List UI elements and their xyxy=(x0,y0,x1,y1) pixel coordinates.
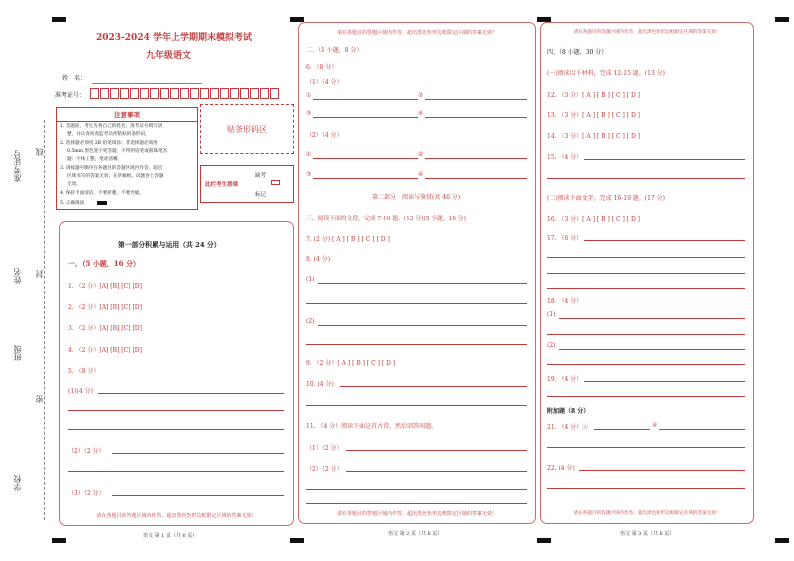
q15: 15. （4 分） xyxy=(547,154,583,161)
answer-line[interactable] xyxy=(346,471,527,472)
answer-line[interactable] xyxy=(594,429,650,430)
warning-text: 请在各题目的答题区域内作答，超出黑色矩形边框限定区域的答案无效！ xyxy=(573,511,721,516)
extra-title: 附加题（8 分） xyxy=(547,408,590,415)
answer-line[interactable] xyxy=(346,450,527,451)
q21-blank-4: ④ xyxy=(652,422,658,429)
answer-line[interactable] xyxy=(340,386,527,387)
answer-line[interactable] xyxy=(306,489,527,490)
q18-1: (1) xyxy=(547,311,556,318)
section4-title: 四、（8 小题，30 分） xyxy=(547,49,608,56)
timing-mark xyxy=(775,17,789,22)
side-class: 班级 xyxy=(13,345,22,361)
q13[interactable]: 13. （3 分）[ A ] [ B ] [ C ] [ D ] xyxy=(547,112,641,119)
notes-item: 1. 答题前，考生先将自己的姓名，准考证号填写清 xyxy=(60,124,163,129)
page-number-2: 语文 第 2 页（共 6 页） xyxy=(388,531,443,537)
notes-item: 5. 正确填涂 xyxy=(60,201,85,206)
notes-item: 3. 请按题号顺序在各题目的答题区域内作答，超出 xyxy=(60,166,163,171)
q6-2: （2）（4 分） xyxy=(306,132,343,139)
answer-line[interactable] xyxy=(112,495,284,496)
q8: 8. (4 分) xyxy=(306,256,331,263)
timing-mark xyxy=(52,17,66,22)
answer-line[interactable] xyxy=(425,99,527,100)
blank-2: ② xyxy=(418,151,424,158)
notes-item: 0.5mm 黑色签字笔答题，不得用铅笔或圆珠笔答 xyxy=(67,149,168,154)
answer-line[interactable] xyxy=(547,488,745,489)
q6: 6. （8 分） xyxy=(306,64,338,71)
answer-line[interactable] xyxy=(425,117,527,118)
warning-text: 请在各题目的答题区域内作答，超出黑色矩形边框限定区域的答案无效！ xyxy=(336,30,497,36)
blank-4: ④ xyxy=(418,110,424,117)
answer-line[interactable] xyxy=(306,303,527,304)
page-number-3: 语文 第 3 页（共 6 页） xyxy=(620,531,675,537)
answer-line[interactable] xyxy=(318,283,527,284)
part1-title: 第一部分积累与运用（共 24 分） xyxy=(118,241,221,249)
blank-1: ① xyxy=(306,151,312,158)
answer-line[interactable] xyxy=(318,325,527,326)
answer-line[interactable] xyxy=(547,334,745,335)
notes-item: 2. 选择题必须用 2B 铅笔填涂；非选择题必须用 xyxy=(60,141,158,146)
answer-line[interactable] xyxy=(313,117,418,118)
notes-box xyxy=(56,107,198,210)
answer-line[interactable] xyxy=(68,471,284,472)
absent-box xyxy=(200,165,294,203)
answer-line[interactable] xyxy=(547,288,745,289)
id-boxes[interactable] xyxy=(90,88,290,100)
answer-line[interactable] xyxy=(68,429,284,430)
q1[interactable]: 1. （2 分）[A] [B] [C] [D] xyxy=(68,283,142,290)
answer-line[interactable] xyxy=(547,364,745,365)
answer-line[interactable] xyxy=(425,178,527,179)
sub2-title: (二)阅读下面文字，完成 16-19 题。(17 分) xyxy=(547,195,666,202)
q5: 5. （8 分） xyxy=(68,368,100,375)
q4[interactable]: 4. （2 分）[A] [B] [C] [D] xyxy=(68,347,142,354)
absent-checkbox[interactable] xyxy=(271,180,280,185)
answer-line[interactable] xyxy=(306,405,527,406)
blank-2: ② xyxy=(418,92,424,99)
blank-4: ④ xyxy=(418,171,424,178)
timing-mark xyxy=(52,538,66,543)
answer-line[interactable] xyxy=(98,393,284,394)
q10: 10. (4 分) xyxy=(306,381,334,388)
exam-subtitle: 九年级语文 xyxy=(146,51,192,61)
warning-text: 请在各题目的答题区域内作答，超出黑色矩形边框限定区域的答案无效！ xyxy=(573,30,721,35)
barcode-area xyxy=(200,104,294,154)
q8-1: (1) xyxy=(306,276,315,283)
id-label: 准考证号： xyxy=(55,92,86,99)
exam-title: 2023-2024 学年上学期期末模拟考试 xyxy=(96,33,252,43)
binding-line xyxy=(44,120,45,520)
q3[interactable]: 3. （2 分）[A] [B] [C] [D] xyxy=(68,325,142,332)
notes-item: 无效。 xyxy=(67,182,81,187)
answer-line[interactable] xyxy=(313,178,418,179)
q8-2: (2) xyxy=(306,318,315,325)
q14[interactable]: 14. （3 分）[ A ] [ B ] [ C ] [ D ] xyxy=(547,133,641,140)
answer-line[interactable] xyxy=(112,453,284,454)
barcode-label: 贴条形码区 xyxy=(227,125,267,134)
notes-item: 4. 保持卡面清洁，不要折叠、不要弄破。 xyxy=(60,191,144,196)
part2-title: 第二部分 阅读与鉴赏(共 46 分) xyxy=(372,194,461,201)
side-line: 线 xyxy=(35,148,44,156)
q5-1: (1)(4 分) xyxy=(68,388,93,395)
q5-2: （2）（2 分） xyxy=(68,448,105,455)
q19: 19. （4 分） xyxy=(547,376,583,383)
side-secret: 密 xyxy=(35,395,44,403)
q22: 22. (4 分) xyxy=(547,465,575,472)
answer-line[interactable] xyxy=(313,158,418,159)
answer-line[interactable] xyxy=(547,178,745,179)
timing-mark xyxy=(775,538,789,543)
section1-title: 一、（5 小题，16 分） xyxy=(68,259,140,268)
notes-item: 题；字体工整、笔迹清晰。 xyxy=(67,157,123,162)
warning-text: 请在各题目的答题区域内作答，超出黑色矩形边框限定区域的答案无效！ xyxy=(336,511,497,517)
answer-line[interactable] xyxy=(313,99,418,100)
section3-title: 三、阅读下面的文段，完成 7-10 题。(12 分)(5 小题，16 分) xyxy=(306,216,466,222)
timing-mark xyxy=(290,538,304,543)
answer-line[interactable] xyxy=(584,381,745,382)
name-label: 姓 名： xyxy=(62,75,87,82)
q6-1: （1）（4 分） xyxy=(306,79,343,86)
absent-mark1: 缺考 xyxy=(255,173,267,179)
answer-line[interactable] xyxy=(584,240,745,241)
fill-sample xyxy=(97,201,107,205)
absent-label: 此栏考生禁填 xyxy=(205,182,239,188)
answer-line[interactable] xyxy=(68,410,284,411)
side-exam-id: 准考证号 xyxy=(13,150,22,182)
answer-line[interactable] xyxy=(547,257,745,258)
q17: 17. （6 分） xyxy=(547,235,583,242)
section2-title: 二、（1 小题，8 分） xyxy=(306,47,363,54)
q18: 18. （4 分） xyxy=(547,298,583,305)
page-number-1: 语文 第 1 页（共 6 页） xyxy=(143,533,198,539)
notes-item: 区域书写的答案无效；在草稿纸、试题卷上答题 xyxy=(67,174,164,179)
q11-1: （1）（2 分） xyxy=(306,445,343,452)
blank-1: ① xyxy=(306,92,312,99)
q11: 11. （4 分）阅读下面这首古诗，然后回答问题。 xyxy=(306,423,438,430)
answer-line[interactable] xyxy=(547,396,745,397)
timing-mark xyxy=(537,538,551,543)
q16[interactable]: 16. （3 分）[ A ] [ B ] [ C ] [ D ] xyxy=(547,216,641,223)
notes-title: 注意事项 xyxy=(57,110,197,122)
answer-line[interactable] xyxy=(584,159,745,160)
answer-line[interactable] xyxy=(559,318,745,319)
blank-3: ③ xyxy=(306,171,312,178)
q7[interactable]: 7. (2 分) [ A ] [ B ] [ C ] [ D ] xyxy=(306,236,390,243)
side-name: 姓名 xyxy=(13,268,22,284)
sub1-title: (一)阅读以下材料，完成 12-15 题。(13 分) xyxy=(547,70,666,77)
answer-line[interactable] xyxy=(547,273,745,274)
q11-2: （2）（2 分） xyxy=(306,466,343,473)
answer-line[interactable] xyxy=(425,158,527,159)
side-school: 学校 xyxy=(13,475,22,491)
q2[interactable]: 2. （2 分）[A] [B] [C] [D] xyxy=(68,304,142,311)
q5-3: （3）（2 分） xyxy=(68,490,105,497)
q18-2: (2) xyxy=(547,342,556,349)
answer-line[interactable] xyxy=(547,447,745,448)
answer-line[interactable] xyxy=(659,429,745,430)
answer-line[interactable] xyxy=(306,503,527,504)
warning-text: 请在各题目的答题区域内作答，超出黑色矩形边框限定区域的答案无效！ xyxy=(96,513,257,519)
answer-line[interactable] xyxy=(306,344,527,345)
timing-mark xyxy=(290,17,304,22)
blank-3: ③ xyxy=(306,110,312,117)
side-seal: 封 xyxy=(35,270,44,278)
absent-mark2: 标记 xyxy=(255,192,267,198)
q21: 21. （4 分）③ xyxy=(547,424,589,431)
q12[interactable]: 12. （3 分）[ A ] [ B ] [ C ] [ D ] xyxy=(547,92,641,99)
q9[interactable]: 9. （2 分）[ A ] [ B ] [ C ] [ D ] xyxy=(306,360,396,367)
answer-line[interactable] xyxy=(559,349,745,350)
notes-item: 楚，并认真检查监考员所粘贴的条形码。 xyxy=(67,132,150,137)
name-field[interactable] xyxy=(92,83,202,84)
answer-line[interactable] xyxy=(579,470,745,471)
